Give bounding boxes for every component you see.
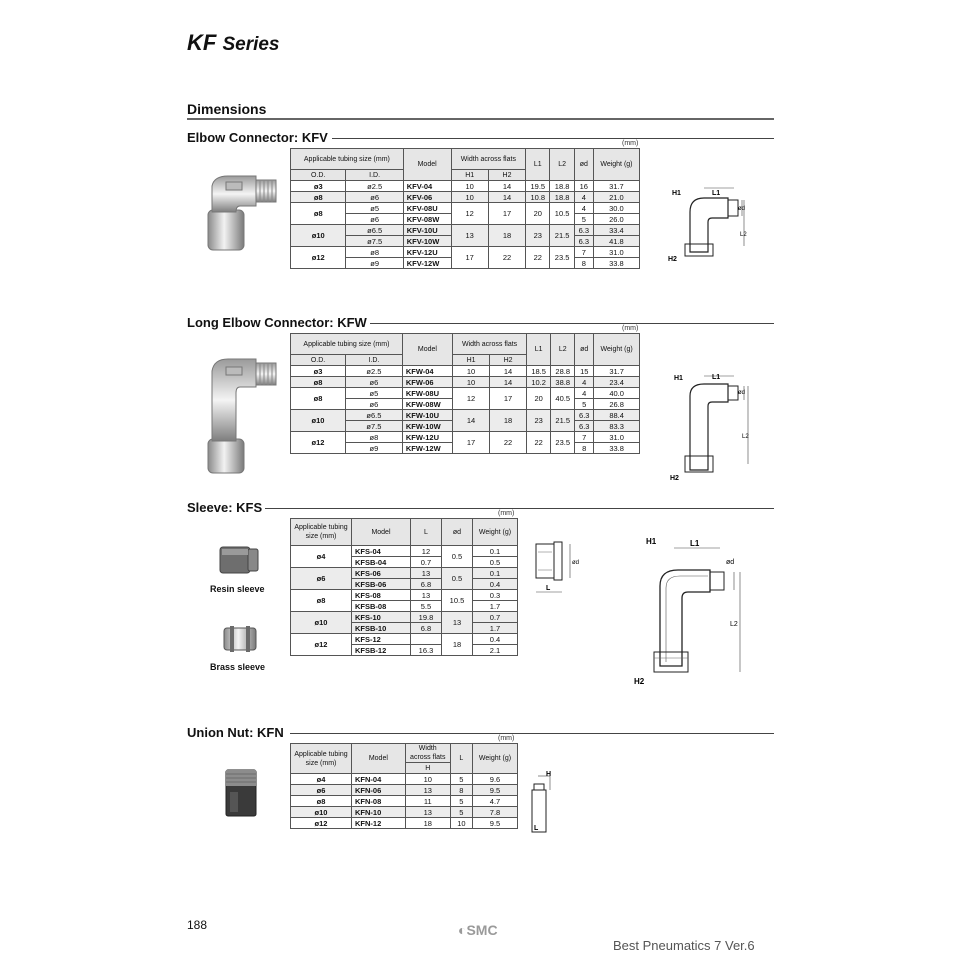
sleeve-d-label: ød — [572, 560, 580, 566]
series-suffix: Series — [222, 34, 280, 55]
table-row: ø6 KFW-08W 5 26.8 — [291, 399, 640, 410]
brass-sleeve-photo — [222, 624, 258, 654]
sleeve-rule — [265, 508, 774, 509]
smc-logo — [458, 922, 498, 938]
model-header: Model — [352, 519, 411, 546]
long-elbow-rule — [370, 323, 774, 324]
elbow-table — [290, 148, 640, 269]
h2-header: H2 — [488, 170, 525, 181]
long-elbow-title: Long Elbow Connector: KFW — [187, 315, 367, 330]
sleeve-title: Sleeve: KFS — [187, 500, 263, 515]
id-header: I.D. — [346, 170, 403, 181]
table-row: ø12 ø8 KFV-12U 17 22 22 23.5 7 31.0 — [291, 247, 640, 258]
publication-name: Best Pneumatics 7 Ver.6 — [613, 938, 755, 953]
smc-logo-icon: ◐ — [458, 922, 467, 938]
svg-text:ød: ød — [726, 559, 735, 566]
table-row: ø8 ø6 KFV-06 10 14 10.8 18.8 4 21.0 — [291, 192, 640, 203]
tubing-header: Applicable tubing size (mm) — [291, 744, 352, 774]
h2-label: H2 — [668, 256, 677, 263]
resin-sleeve-label: Resin sleeve — [210, 584, 265, 594]
union-nut-diagram — [526, 768, 562, 838]
svg-text:H1: H1 — [646, 537, 657, 546]
long-elbow-diagram — [666, 366, 756, 484]
sleeve-diagram — [530, 538, 592, 600]
tubing-header: Applicable tubing size (mm) — [291, 519, 352, 546]
l1-label: L1 — [712, 190, 721, 197]
table-row: ø6 KFN-06 13 8 9.5 — [291, 785, 518, 796]
table-row: ø8 KFS-08 13 10.5 0.3 — [291, 590, 518, 601]
model-header: Model — [352, 744, 406, 774]
table-row: ø3 ø2.5 KFV-04 10 14 19.5 18.8 16 31.7 — [291, 181, 640, 192]
svg-text:L1: L1 — [712, 374, 721, 381]
l2-header: L2 — [550, 149, 574, 181]
weight-header: Weight (g) — [473, 519, 518, 546]
table-row: KFSB-10 6.8 1.7 — [291, 623, 518, 634]
od-header: O.D. — [291, 170, 346, 181]
table-row: ø8 KFN-08 11 5 4.7 — [291, 796, 518, 807]
series-prefix: KF — [187, 30, 217, 55]
section-title: Dimensions — [187, 101, 267, 117]
h1-header: H1 — [451, 170, 488, 181]
l2-label: L2 — [740, 232, 747, 238]
table-row: ø6 KFS-06 13 0.5 0.1 — [291, 568, 518, 579]
l-header: L — [450, 744, 472, 774]
smc-logo-text: SMC — [466, 922, 498, 938]
table-row: ø8 ø6 KFW-06 10 14 10.2 38.8 4 23.4 — [291, 377, 640, 388]
weight-header: Weight (g) — [473, 744, 518, 774]
long-elbow-table: Applicable tubing size (mm) Model Width across flats L1 L2 ød Weight (g) O.D. I.D. H1 H2 ø3 ø2.5 KFW-04 10 14 18.5 28.8 15 31.7 ø8 ø6 KFW-06 10 14 10.2 38.8 4 23.4 ø8 ø5 KFW-08U 12 17 20 40.5 4 40.0 ø6 KFW-08W 5 26.8 ø10 ø6.5 KFW-10U 14 18 23 21.5 6.3 88.4 ø7.5 KFW-10W 6.3 83.3 ø12 ø8 KFW-12U 17 22 22 23.5 7 31.0 ø9 KFW-12W 8 33.8 — [290, 333, 640, 454]
table-row: KFSB-12 16.3 2.1 — [291, 645, 518, 656]
table-row: KFSB-08 5.5 1.7 — [291, 601, 518, 612]
svg-text:H1: H1 — [674, 375, 683, 382]
table-row: ø12 ø8 KFW-12U 17 22 22 23.5 7 31.0 — [291, 432, 640, 443]
section-divider — [187, 118, 774, 120]
width-header: Width across flats — [451, 149, 526, 170]
width-header: Width across flats — [405, 744, 450, 763]
elbow-unit: (mm) — [622, 140, 639, 147]
table-row: ø4 KFS-04 12 0.5 0.1 — [291, 546, 518, 557]
l-header: L — [410, 519, 441, 546]
sleeve-assembly-diagram — [630, 532, 750, 690]
union-unit: (mm) — [498, 735, 515, 742]
table-row: KFSB-06 6.8 0.4 — [291, 579, 518, 590]
table-row: ø8 ø5 KFV-08U 12 17 20 10.5 4 30.0 — [291, 203, 640, 214]
tubing-header: Applicable tubing size (mm) — [291, 149, 404, 170]
table-row: ø6 KFV-08W 5 26.0 — [291, 214, 640, 225]
weight-header: Weight (g) — [593, 149, 639, 181]
table-row: ø10 KFS-10 19.8 13 0.7 — [291, 612, 518, 623]
h1-label: H1 — [672, 190, 681, 197]
table-row: ø7.5 KFV-10W 6.3 41.8 — [291, 236, 640, 247]
svg-text:ød: ød — [738, 390, 746, 396]
brass-sleeve-label: Brass sleeve — [210, 662, 266, 672]
table-row: ø12 KFS-12 18 0.4 — [291, 634, 518, 645]
union-rule — [290, 733, 774, 734]
table-row: ø9 KFW-12W 8 33.8 — [291, 443, 640, 454]
union-title: Union Nut: KFN — [187, 725, 284, 740]
resin-sleeve-photo — [218, 543, 262, 577]
svg-text:L2: L2 — [730, 621, 738, 628]
elbow-rule — [332, 138, 774, 139]
union-l-label: L — [534, 825, 539, 832]
table-row: ø10 ø6.5 KFV-10U 13 18 23 21.5 6.3 33.4 — [291, 225, 640, 236]
d-label: ød — [738, 206, 746, 212]
table-row: ø7.5 KFW-10W 6.3 83.3 — [291, 421, 640, 432]
model-header: Model — [403, 149, 451, 181]
table-row: ø8 ø5 KFW-08U 12 17 20 40.5 4 40.0 — [291, 388, 640, 399]
union-table — [290, 743, 518, 829]
table-row: ø3 ø2.5 KFW-04 10 14 18.5 28.8 15 31.7 — [291, 366, 640, 377]
table-row: KFSB-04 0.7 0.5 — [291, 557, 518, 568]
table-row: ø9 KFV-12W 8 33.8 — [291, 258, 640, 269]
page-title — [187, 30, 280, 56]
sleeve-l-label: L — [546, 585, 551, 592]
table-row: ø10 ø6.5 KFW-10U 14 18 23 21.5 6.3 88.4 — [291, 410, 640, 421]
union-nut-photo — [224, 768, 258, 818]
d-header: ød — [441, 519, 472, 546]
page-number: 188 — [187, 918, 208, 932]
h-header: H — [405, 763, 450, 774]
table-row: ø4 KFN-04 10 5 9.6 — [291, 774, 518, 785]
svg-text:L1: L1 — [690, 539, 700, 548]
sleeve-unit: (mm) — [498, 510, 515, 517]
elbow-diagram — [668, 182, 750, 264]
union-h-label: H — [546, 771, 552, 778]
svg-text:H2: H2 — [670, 475, 679, 482]
svg-text:H2: H2 — [634, 677, 645, 686]
table-row: ø12 KFN-12 18 10 9.5 — [291, 818, 518, 829]
elbow-title: Elbow Connector: KFV — [187, 130, 328, 145]
elbow-photo — [200, 172, 280, 256]
long-elbow-photo — [200, 355, 280, 477]
l1-header: L1 — [526, 149, 550, 181]
d-header: ød — [574, 149, 593, 181]
table-row: ø10 KFN-10 13 5 7.8 — [291, 807, 518, 818]
long-elbow-unit: (mm) — [622, 325, 639, 332]
sleeve-table — [290, 518, 518, 656]
svg-text:L2: L2 — [742, 434, 749, 440]
